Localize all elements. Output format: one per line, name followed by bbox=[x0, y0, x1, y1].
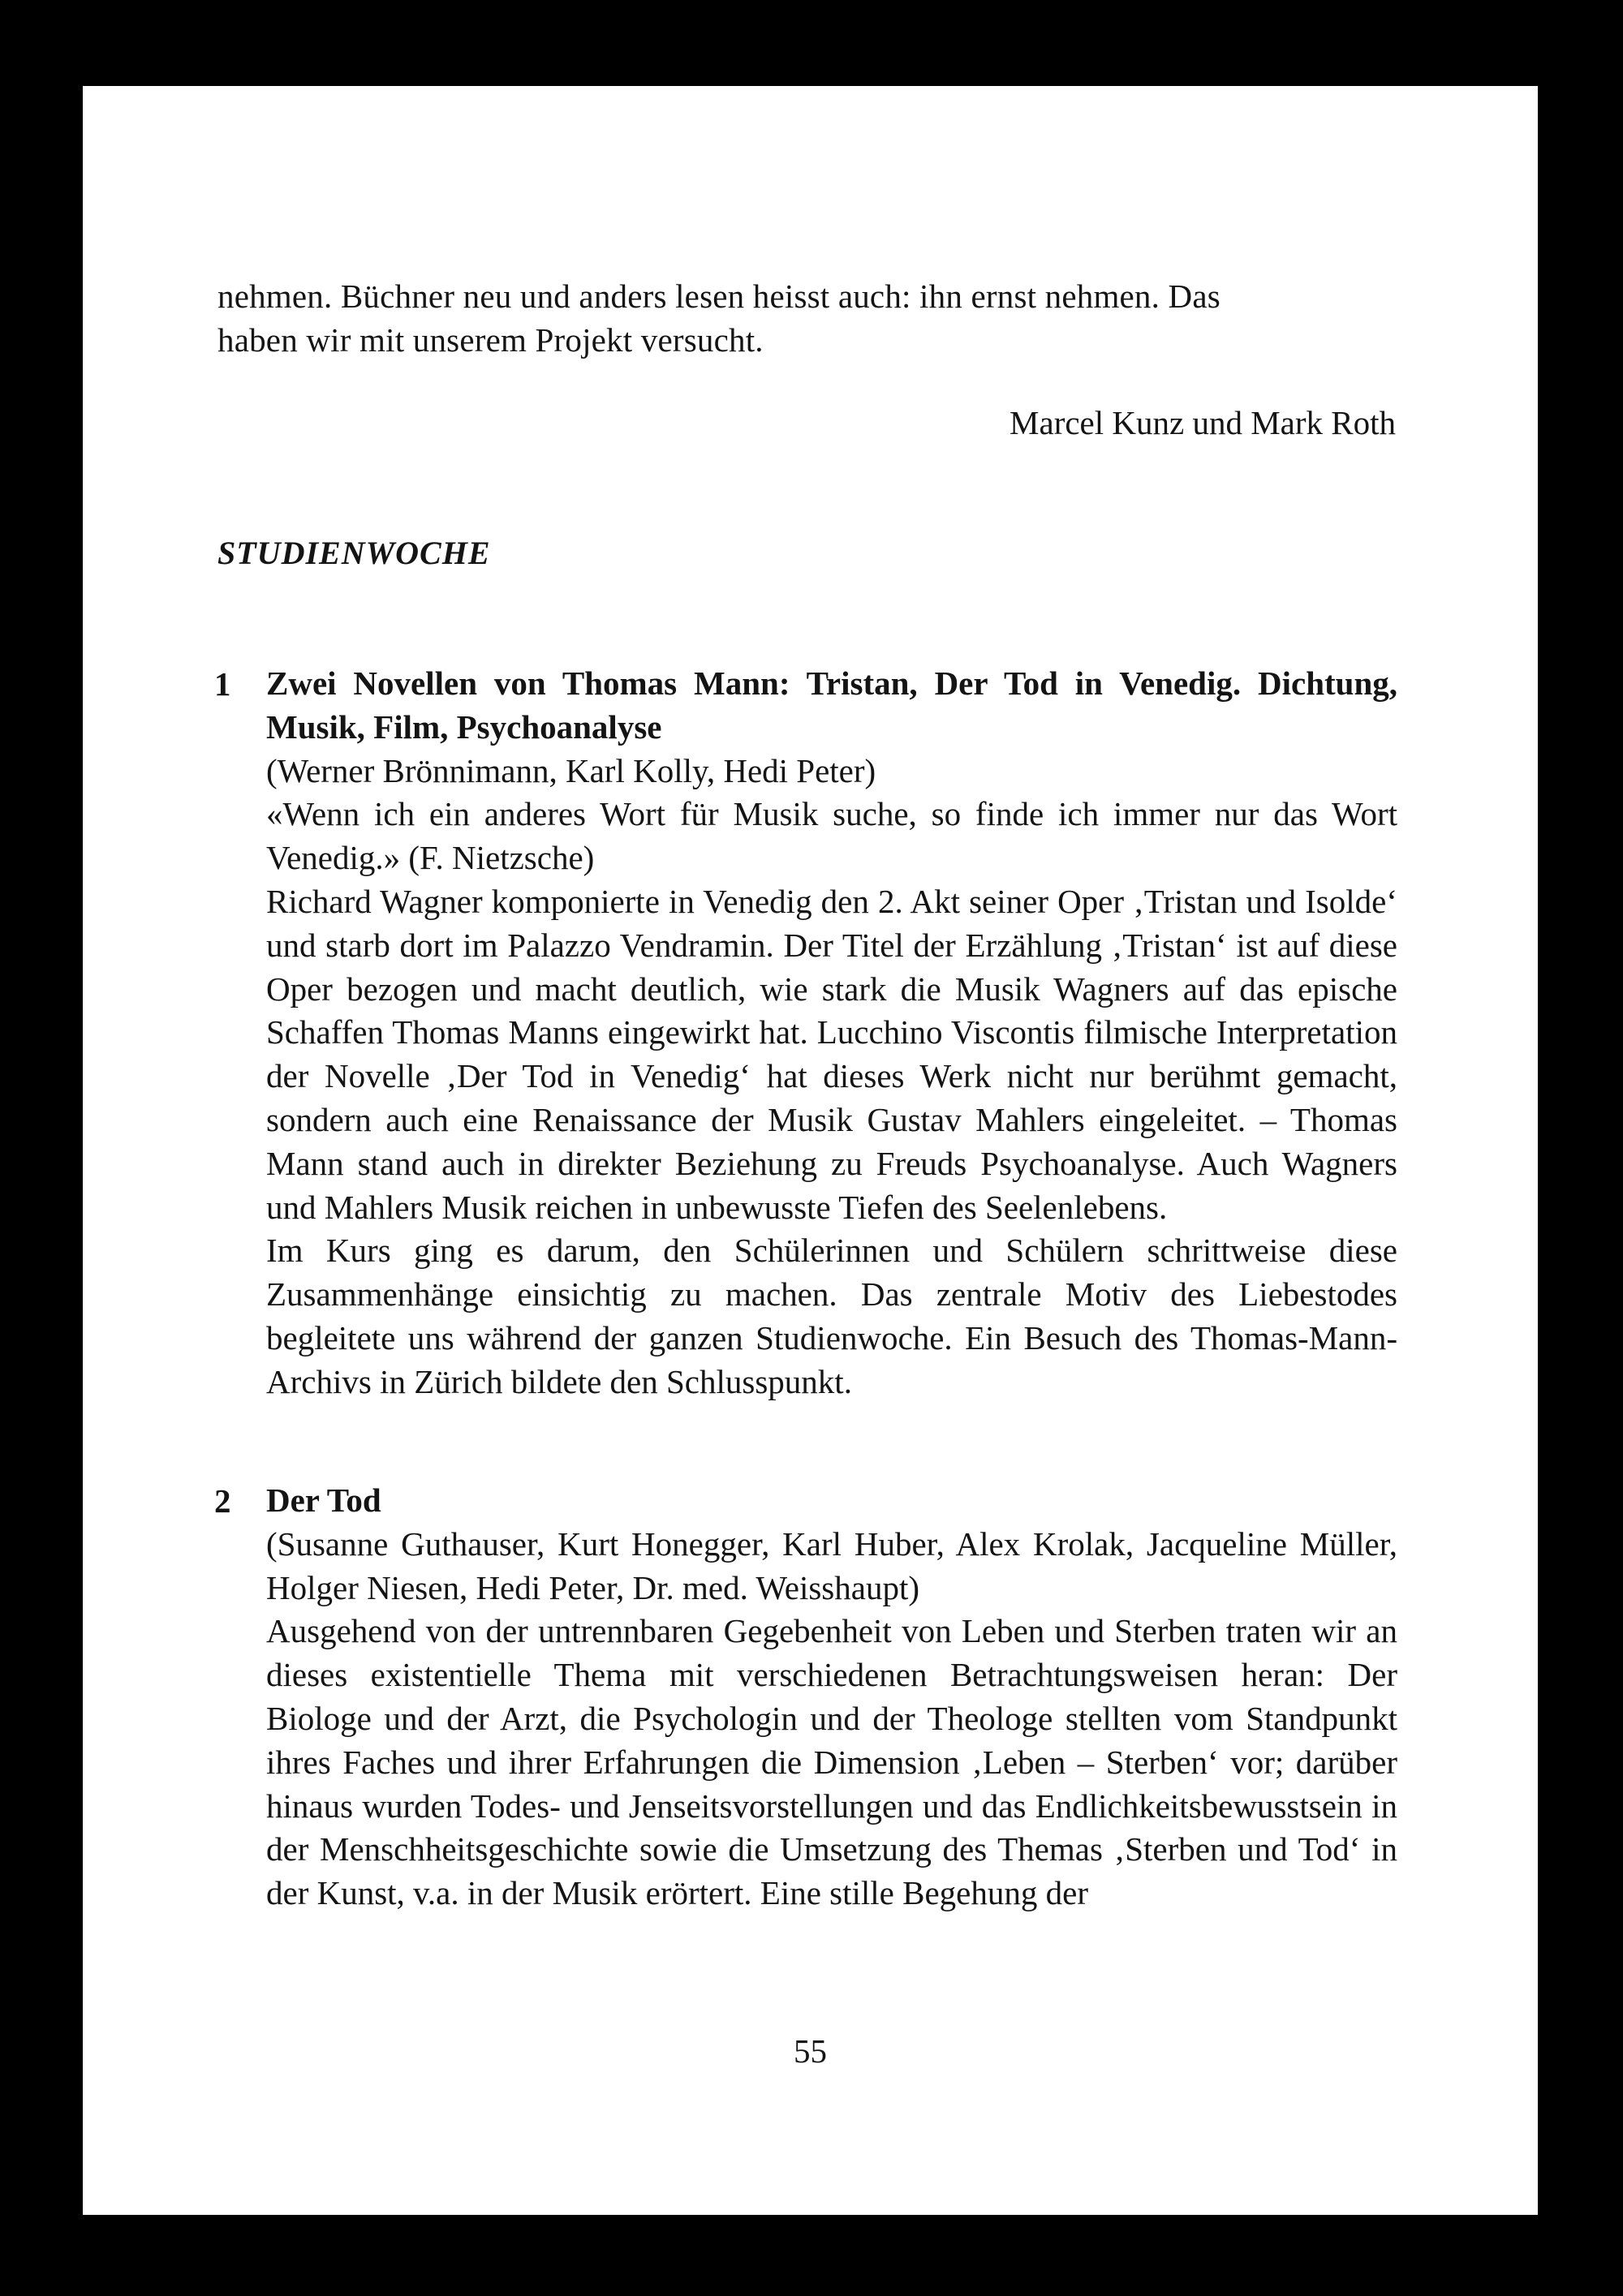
item-1 bbox=[266, 662, 1397, 1404]
item-body-2: Im Kurs ging es darum, den Schülerinnen und Schülern schrittweise diese Zusammenhänge einsichtig zu machen. Das zentrale Motiv des Liebestodes begleitete uns während der ganzen Studienwoche. Ein Besuch des Thomas-Mann-Archivs in Zürich bildete den Schlusspunkt. bbox=[266, 1232, 1397, 1400]
item-title: Der Tod bbox=[266, 1481, 381, 1519]
document-page bbox=[83, 86, 1538, 2215]
signature: Marcel Kunz und Mark Roth bbox=[1010, 404, 1396, 441]
item-authors: (Werner Brönnimann, Karl Kolly, Hedi Peter) bbox=[266, 751, 876, 789]
item-number-1: 1 bbox=[214, 665, 231, 703]
intro-line-1: nehmen. Büchner neu und anders lesen heisst auch: ihn ernst nehmen. Das bbox=[217, 277, 1220, 315]
page-number: 55 bbox=[794, 2032, 827, 2070]
item-2 bbox=[266, 1479, 1397, 1915]
item-quote: «Wenn ich ein anderes Wort für Musik suche, so finde ich immer nur das Wort Venedig.» (F. Nietzsche) bbox=[266, 795, 1397, 877]
item-title: Zwei Novellen von Thomas Mann: Tristan, Der Tod in Venedig. Dichtung, Musik, Film, Psychoanalyse bbox=[266, 664, 1397, 746]
item-body: Ausgehend von der untrennbaren Gegebenheit von Leben und Sterben traten wir an dieses existentielle Thema mit verschiedenen Betrachtungsweisen heran: Der Biologe und der Arzt, die Psychologin und der Theologe stellten vom Standpunkt ihres Faches und ihrer Erfahrungen die Dimension ‚Leben – Sterben‘ vor; darüber hinaus wurden Todes- und Jenseitsvorstellungen und das Endlichkeitsbewusstsein in der Menschheitsgeschichte sowie die Umsetzung des Themas ‚Sterben und Tod‘ in der Kunst, v.a. in der Musik erörtert. Eine stille Begehung der bbox=[266, 1612, 1397, 1912]
section-heading: STUDIENWOCHE bbox=[217, 535, 491, 571]
item-authors: (Susanne Guthauser, Kurt Honegger, Karl Huber, Alex Krolak, Jacqueline Müller, Holger Niesen, Hedi Peter, Dr. med. Weisshaupt) bbox=[266, 1524, 1397, 1606]
item-number-2: 2 bbox=[214, 1482, 231, 1520]
intro-line-2: haben wir mit unserem Projekt versucht. bbox=[217, 321, 764, 359]
item-body: Richard Wagner komponierte in Venedig den 2. Akt seiner Oper ‚Tristan und Isolde‘ und starb dort im Palazzo Vendramin. Der Titel der Erzählung ‚Tristan‘ ist auf diese Oper bezogen und macht deutlich, wie stark die Musik Wagners auf das epische Schaffen Thomas Manns eingewirkt hat. Lucchino Viscontis filmische Interpretation der Novelle ‚Der Tod in Venedig‘ hat dieses Werk nicht nur berühmt gemacht, sondern auch eine Renaissance der Musik Gustav Mahlers eingeleitet. – Thomas Mann stand auch in direkter Beziehung zu Freuds Psychoanalyse. Auch Wagners und Mahlers Musik reichen in unbewusste Tiefen des Seelenlebens. bbox=[266, 882, 1397, 1226]
